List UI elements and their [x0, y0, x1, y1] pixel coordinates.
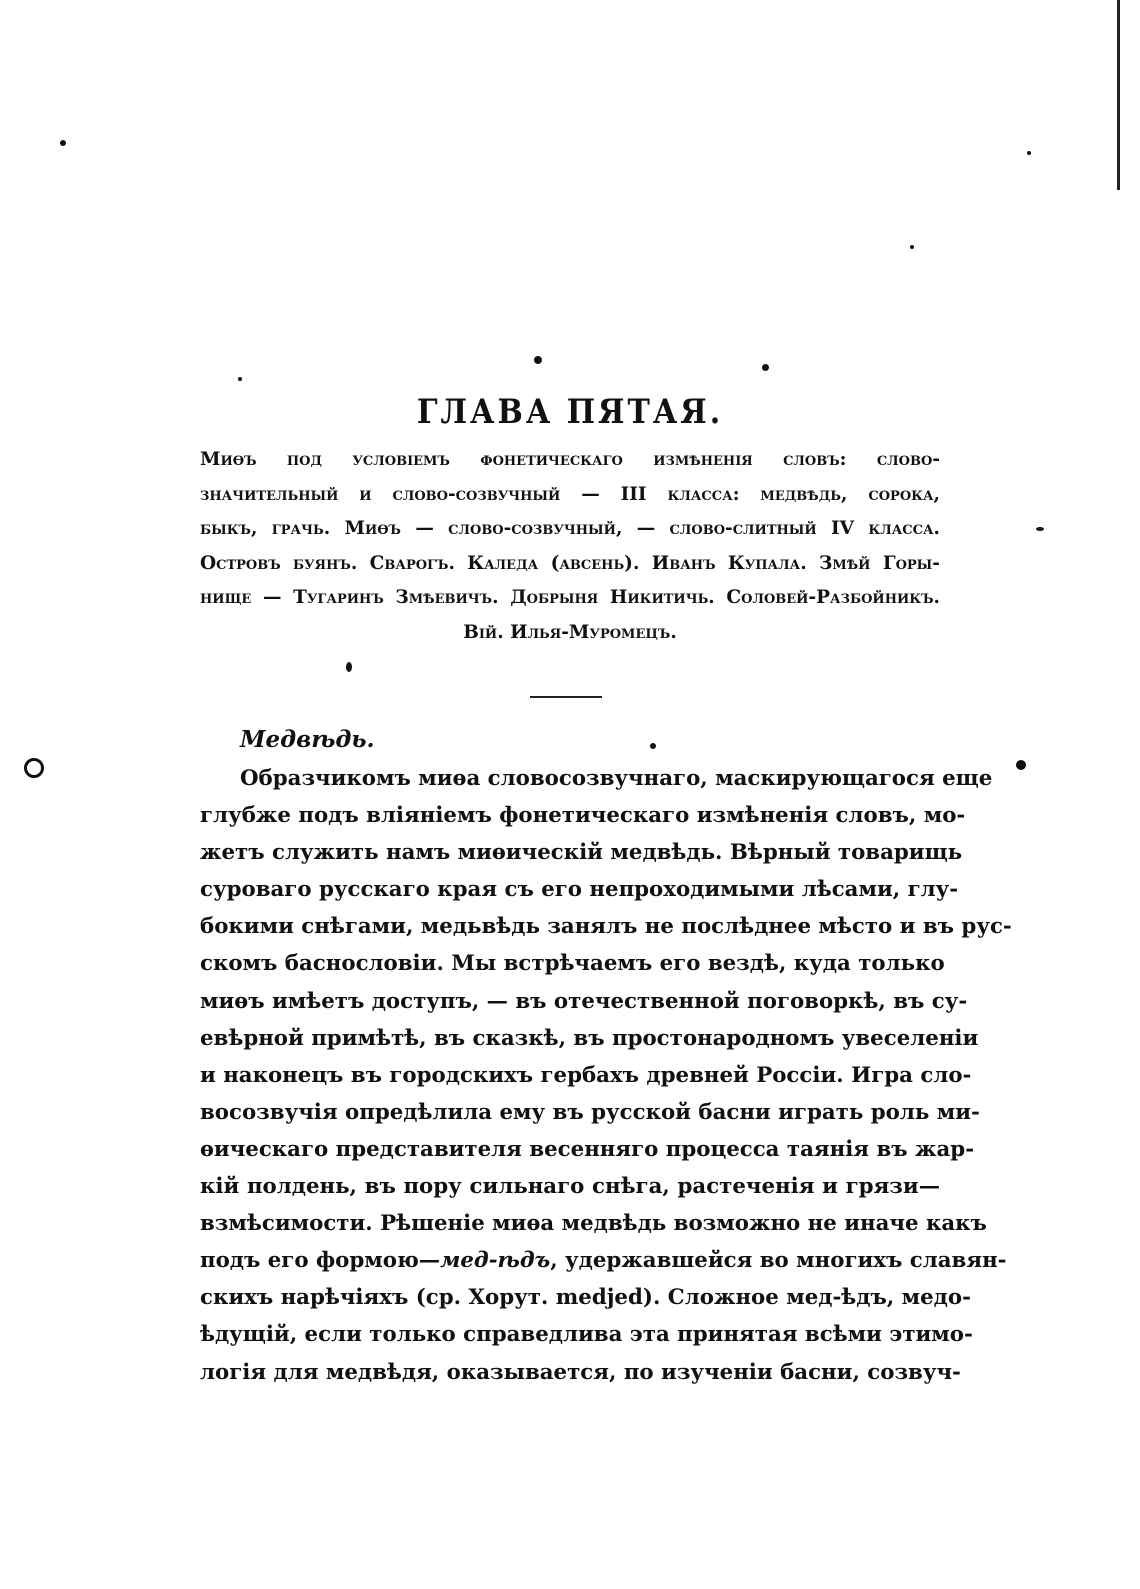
scan-speck	[1016, 760, 1026, 770]
scan-speck	[1036, 527, 1044, 531]
summary-line: Вій. Илья-Муромецъ.	[463, 621, 677, 643]
text-line: и наконецъ въ городскихъ гербахъ древней Россіи. Игра сло-	[200, 1062, 972, 1088]
scan-speck	[60, 140, 66, 146]
summary-line: быкъ, грачь. Миѳъ — слово-созвучный, — слово-слитный IV класса.	[200, 518, 940, 540]
summary-line: нище — Тугаринъ Змѣевичъ. Добрыня Никитичь. Соловей-Разбойникъ.	[200, 587, 940, 609]
text-line: Образчикомъ миѳа словосозвучнаго, маскирующагося еще	[240, 766, 993, 791]
text-line: восозвучія опредѣлила ему въ русской басни играть роль ми-	[200, 1099, 980, 1125]
scan-speck	[910, 245, 914, 249]
text-line: логія для медвѣдя, оказывается, по изученіи басни, созвуч-	[200, 1359, 961, 1385]
page-edge-line	[1117, 0, 1120, 190]
text-segment: , удержавшейся во многихъ славян-	[550, 1248, 1007, 1274]
italic-word: мед-ѣдъ	[440, 1248, 551, 1274]
chapter-title: ГЛАВА ПЯТАЯ.	[416, 392, 724, 433]
body-text	[200, 760, 1012, 1391]
scan-speck	[1027, 151, 1031, 155]
text-line: евѣрной примѣтѣ, въ сказкѣ, въ простонародномъ увеселеніи	[200, 1025, 979, 1051]
scan-speck	[346, 662, 352, 672]
text-line: скихъ нарѣчіяхъ (ср. Хорут. medjed). Сложное мед-ѣдъ, медо-	[200, 1285, 971, 1311]
section-heading: Медвѣдь.	[240, 726, 375, 753]
chapter-summary	[200, 443, 940, 651]
section-divider	[530, 696, 602, 698]
text-line: ѣдущій, если только справедлива эта принятая всѣми этимо-	[200, 1322, 973, 1348]
text-line: бокими снѣгами, медьвѣдь занялъ не послѣднее мѣсто и въ рус-	[200, 914, 1012, 940]
text-line: миѳъ имѣетъ доступъ, — въ отечественной поговоркѣ, въ су-	[200, 988, 968, 1014]
text-segment: подъ его формою—	[200, 1248, 441, 1274]
scan-speck	[238, 377, 242, 381]
scan-speck	[650, 743, 656, 749]
summary-line: Островъ буянъ. Сварогъ. Каледа (авсень). Иванъ Купала. Змѣй Горы-	[200, 552, 940, 574]
scan-speck	[534, 356, 542, 364]
summary-line: Миѳъ под условіемъ фонетическаго измѣненія словъ: слово-	[200, 449, 940, 470]
text-line: жетъ служить намъ миѳическій медвѣдь. Вѣрный товарищь	[200, 840, 963, 866]
summary-line: значительный и слово-созвучный — III класса: медвѣдь, сорока,	[200, 483, 940, 505]
text-line-with-italic	[200, 1242, 1007, 1279]
text-line: скомъ баснословіи. Мы встрѣчаемъ его вездѣ, куда только	[200, 951, 945, 977]
text-line: кій полдень, въ пору сильнаго снѣга, растеченія и грязи—	[200, 1174, 940, 1200]
text-line: глубже подъ вліяніемъ фонетическаго измѣненія словъ, мо-	[200, 803, 966, 829]
scan-ring-mark	[24, 758, 44, 778]
text-line: суроваго русскаго края съ его непроходимыми лѣсами, глу-	[200, 877, 959, 903]
text-line: ѳическаго представителя весенняго процесса таянія въ жар-	[200, 1136, 975, 1162]
scan-speck	[762, 364, 769, 371]
text-line: взмѣсимости. Рѣшеніе миѳа медвѣдь возможно не иначе какъ	[200, 1211, 987, 1237]
